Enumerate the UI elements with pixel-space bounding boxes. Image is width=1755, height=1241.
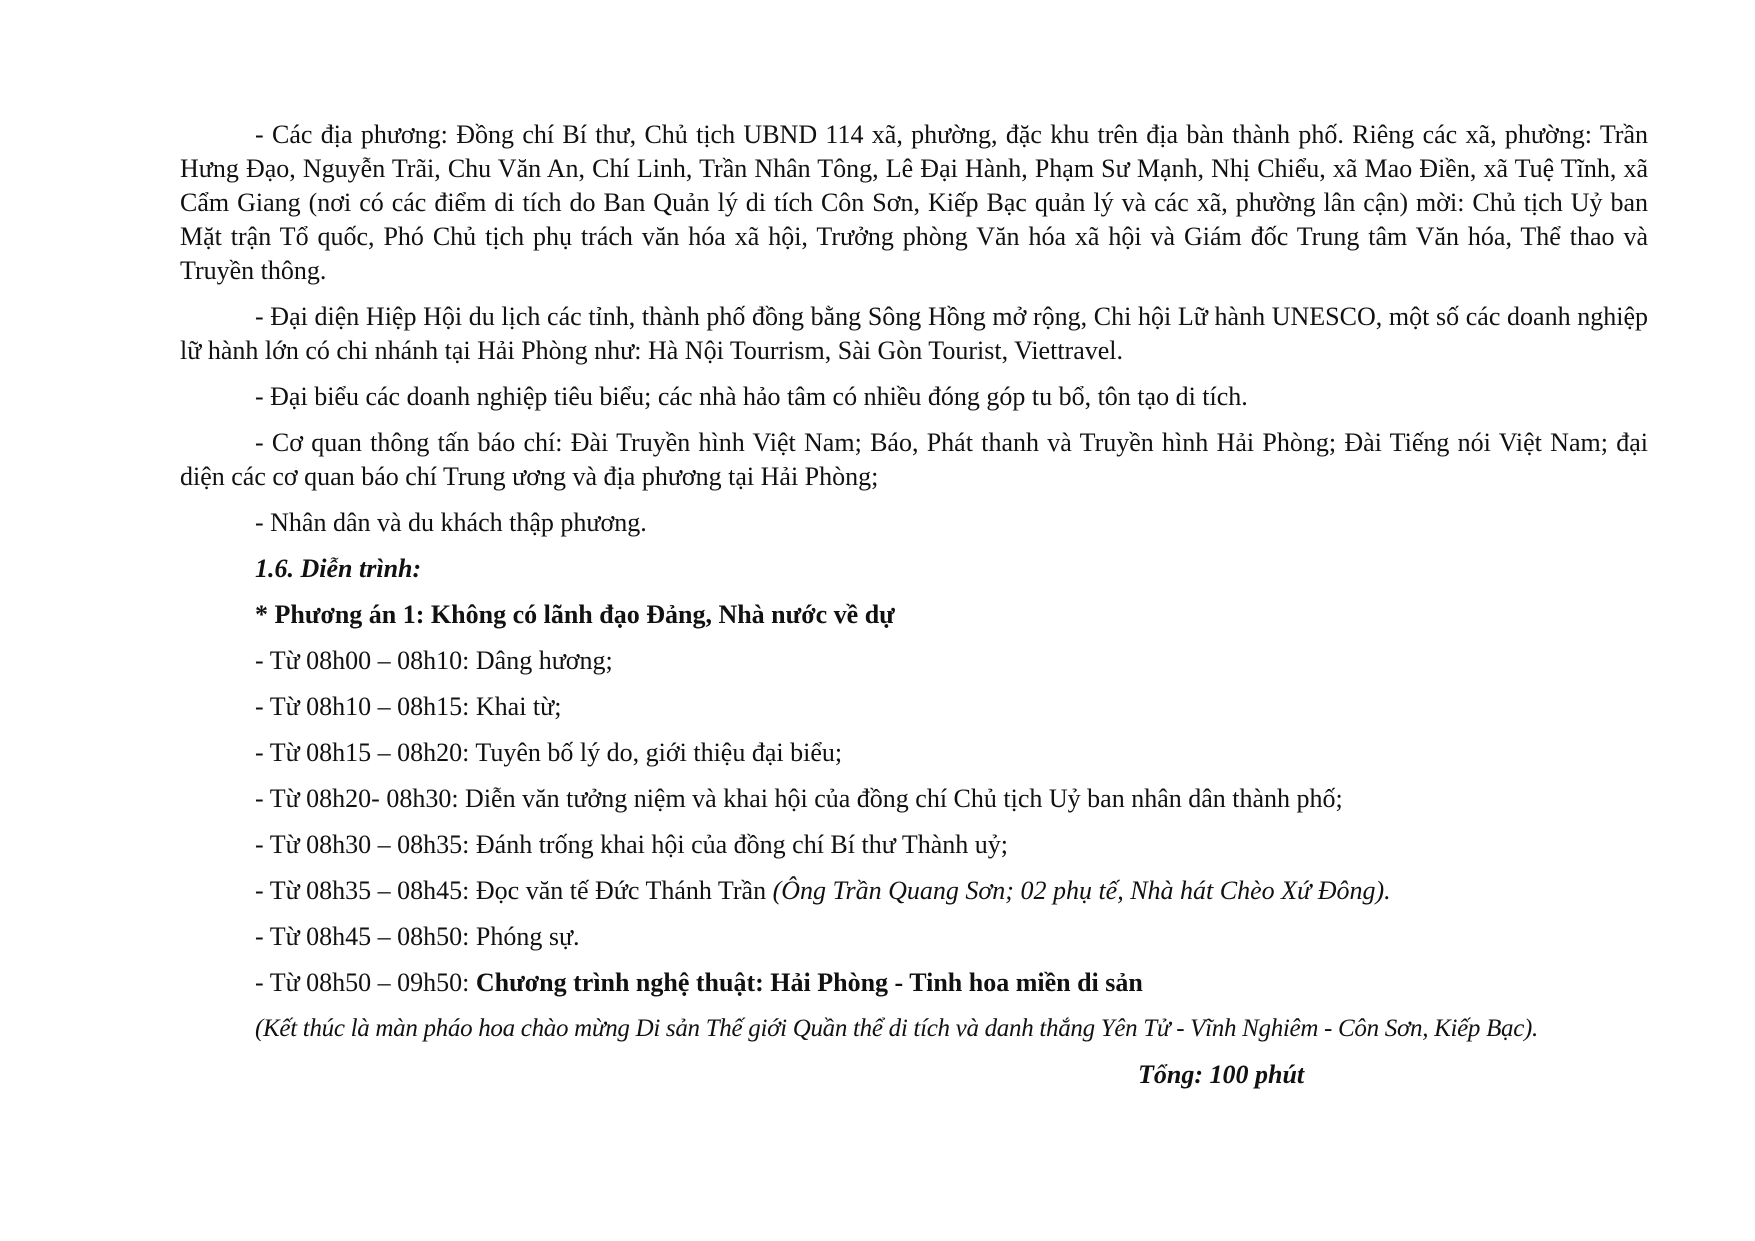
schedule-item-italic-note: (Ông Trần Quang Sơn; 02 phụ tế, Nhà hát Chèo Xứ Đông).: [772, 876, 1391, 905]
plan-title: * Phương án 1: Không có lãnh đạo Đảng, Nhà nước về dự: [255, 600, 895, 629]
schedule-item: [180, 920, 1648, 954]
schedule-item: [180, 782, 1648, 816]
document-page: [180, 118, 1648, 1092]
fireworks-note: (Kết thúc là màn pháo hoa chào mừng Di sản Thế giới Quần thể di tích và danh thắng Yên Tử - Vĩnh Nghiêm - Côn Sơn, Kiếp Bạc).: [255, 1015, 1539, 1042]
schedule-item: [180, 874, 1648, 908]
section-heading: 1.6. Diễn trình:: [255, 554, 422, 583]
schedule-item-text: - Từ 08h10 – 08h15: Khai từ;: [255, 692, 562, 721]
schedule-item-text: - Từ 08h45 – 08h50: Phóng sự.: [255, 922, 580, 951]
schedule-item-text: - Từ 08h50 – 09h50:: [255, 968, 476, 997]
schedule-item-text: - Từ 08h35 – 08h45: Đọc văn tế Đức Thánh Trần: [255, 876, 773, 905]
paragraph-tourism-association: - Đại diện Hiệp Hội du lịch các tỉnh, thành phố đồng bằng Sông Hồng mở rộng, Chi hội Lữ hành UNESCO, một số các doanh nghiệp lữ hành lớn có chi nhánh tại Hải Phòng như: Hà Nội Tourrism, Sài Gòn Tourist, Viettravel.: [180, 302, 1648, 365]
schedule-item-bold-title: Chương trình nghệ thuật: Hải Phòng - Tinh hoa miền di sản: [475, 968, 1143, 997]
paragraph-local-delegates: - Các địa phương: Đồng chí Bí thư, Chủ tịch UBND 114 xã, phường, đặc khu trên địa bàn thành phố. Riêng các xã, phường: Trần Hưng Đạo, Nguyễn Trãi, Chu Văn An, Chí Linh, Trần Nhân Tông, Lê Đại Hành, Phạm Sư Mạnh, Nhị Chiểu, xã Mao Điền, xã Tuệ Tĩnh, xã Cẩm Giang (nơi có các điểm di tích do Ban Quản lý di tích Côn Sơn, Kiếp Bạc quản lý và các xã, phường lân cận) mời: Chủ tịch Uỷ ban Mặt trận Tổ quốc, Phó Chủ tịch phụ trách văn hóa xã hội, Trưởng phòng Văn hóa xã hội và Giám đốc Trung tâm Văn hóa, Thể thao và Truyền thông.: [180, 120, 1648, 285]
paragraph-public: - Nhân dân và du khách thập phương.: [255, 508, 647, 537]
schedule-item-text: - Từ 08h00 – 08h10: Dâng hương;: [255, 646, 613, 675]
total-duration: Tổng: 100 phút: [1138, 1060, 1305, 1089]
paragraph-business-delegates: - Đại biểu các doanh nghiệp tiêu biểu; các nhà hảo tâm có nhiều đóng góp tu bổ, tôn tạo di tích.: [255, 382, 1248, 411]
schedule-item: [180, 644, 1648, 678]
schedule-item-text: - Từ 08h30 – 08h35: Đánh trống khai hội của đồng chí Bí thư Thành uỷ;: [255, 830, 1008, 859]
schedule-item: [180, 828, 1648, 862]
schedule-item: [180, 736, 1648, 770]
schedule-item: [180, 690, 1648, 724]
schedule-item-text: - Từ 08h20- 08h30: Diễn văn tưởng niệm và khai hội của đồng chí Chủ tịch Uỷ ban nhân dân thành phố;: [255, 784, 1343, 813]
schedule-item: [180, 966, 1648, 1000]
schedule-item-text: - Từ 08h15 – 08h20: Tuyên bố lý do, giới thiệu đại biểu;: [255, 738, 843, 767]
paragraph-press: - Cơ quan thông tấn báo chí: Đài Truyền hình Việt Nam; Báo, Phát thanh và Truyền hình Hải Phòng; Đài Tiếng nói Việt Nam; đại diện các cơ quan báo chí Trung ương và địa phương tại Hải Phòng;: [180, 428, 1648, 491]
